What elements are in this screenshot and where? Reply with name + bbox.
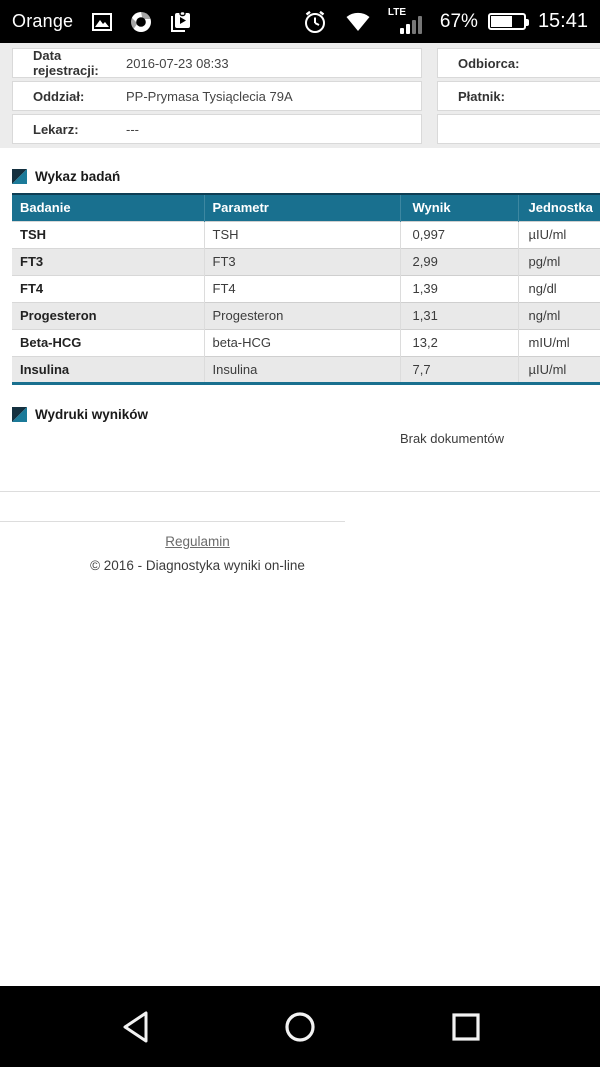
field-odbiorca	[437, 48, 600, 78]
cell-badanie: TSH	[12, 221, 204, 248]
printouts-section-header	[12, 407, 148, 422]
field-platnik	[437, 81, 600, 111]
android-nav-bar	[0, 986, 600, 1067]
cell-parametr: Insulina	[204, 356, 400, 383]
field-oddzial	[12, 81, 422, 111]
col-header-badanie: Badanie	[12, 194, 204, 221]
registration-info-panel	[0, 43, 600, 148]
registration-left-column	[12, 48, 422, 147]
cell-badanie: Progesteron	[12, 302, 204, 329]
field-label: Płatnik:	[458, 88, 505, 104]
recents-button[interactable]	[436, 986, 496, 1067]
field-label: Odbiorca:	[458, 55, 520, 71]
cell-jednostka: µIU/ml	[518, 356, 600, 383]
field-lekarz	[12, 114, 422, 144]
chrome-icon	[129, 10, 153, 34]
cell-badanie: Insulina	[12, 356, 204, 383]
status-time: 15:41	[537, 10, 588, 32]
cell-wynik: 1,31	[400, 302, 518, 329]
network-type-label: LTE	[387, 6, 407, 18]
field-data-rejestracji	[12, 48, 422, 78]
registration-right-column	[437, 48, 600, 147]
field-label: Data rejestracji:	[33, 48, 99, 78]
col-header-parametr: Parametr	[204, 194, 400, 221]
cell-wynik: 2,99	[400, 248, 518, 275]
copyright-text: © 2016 - Diagnostyka wyniki on-line	[90, 558, 305, 573]
field-value: PP-Prymasa Tysiąclecia 79A	[126, 88, 293, 104]
battery-percent-label: 67%	[439, 10, 478, 32]
cell-jednostka: ng/dl	[518, 275, 600, 302]
table-row	[12, 302, 600, 329]
back-icon	[119, 1009, 153, 1045]
cell-parametr: FT4	[204, 275, 400, 302]
alarm-icon	[302, 9, 328, 35]
web-page	[0, 43, 600, 986]
no-documents-text: Brak dokumentów	[399, 431, 504, 446]
wifi-icon	[344, 10, 372, 34]
back-button[interactable]	[106, 986, 166, 1067]
cell-wynik: 13,2	[400, 329, 518, 356]
section-square-icon	[12, 407, 27, 422]
table-row	[12, 248, 600, 275]
play-store-icon	[169, 10, 193, 34]
terms-link[interactable]: Regulamin	[165, 534, 230, 549]
cell-parametr: beta-HCG	[204, 329, 400, 356]
col-header-wynik: Wynik	[400, 194, 518, 221]
carrier-label: Orange	[12, 11, 74, 31]
section-square-icon	[12, 169, 27, 184]
recents-icon	[450, 1011, 482, 1043]
table-row	[12, 329, 600, 356]
cell-parametr: FT3	[204, 248, 400, 275]
results-table	[12, 193, 600, 385]
table-row	[12, 221, 600, 248]
cell-jednostka: µIU/ml	[518, 221, 600, 248]
field-label: Lekarz:	[33, 121, 79, 137]
table-row	[12, 356, 600, 383]
content-divider	[0, 491, 600, 492]
results-header-row	[12, 194, 600, 221]
field-label: Oddział:	[33, 88, 85, 104]
cell-parametr: TSH	[204, 221, 400, 248]
gallery-icon	[91, 11, 113, 33]
battery-icon	[488, 13, 526, 30]
field-value: ---	[126, 121, 139, 137]
cell-wynik: 7,7	[400, 356, 518, 383]
cell-badanie: Beta-HCG	[12, 329, 204, 356]
footer-divider	[0, 521, 345, 522]
home-button[interactable]	[270, 986, 330, 1067]
status-bar	[0, 0, 600, 43]
section-title: Wydruki wyników	[35, 407, 149, 422]
cell-jednostka: ng/ml	[518, 302, 600, 329]
field-value: 2016-07-23 08:33	[126, 55, 229, 71]
field-empty	[437, 114, 600, 144]
signal-indicator	[386, 7, 430, 37]
home-icon	[283, 1010, 317, 1044]
tests-section-header	[12, 169, 120, 184]
col-header-jednostka: Jednostka	[518, 194, 600, 221]
cell-parametr: Progesteron	[204, 302, 400, 329]
cell-wynik: 1,39	[400, 275, 518, 302]
cell-jednostka: mIU/ml	[518, 329, 600, 356]
signal-bars-icon	[400, 16, 424, 34]
cell-wynik: 0,997	[400, 221, 518, 248]
cell-badanie: FT3	[12, 248, 204, 275]
section-title: Wykaz badań	[35, 169, 121, 184]
cell-badanie: FT4	[12, 275, 204, 302]
cell-jednostka: pg/ml	[518, 248, 600, 275]
table-row	[12, 275, 600, 302]
